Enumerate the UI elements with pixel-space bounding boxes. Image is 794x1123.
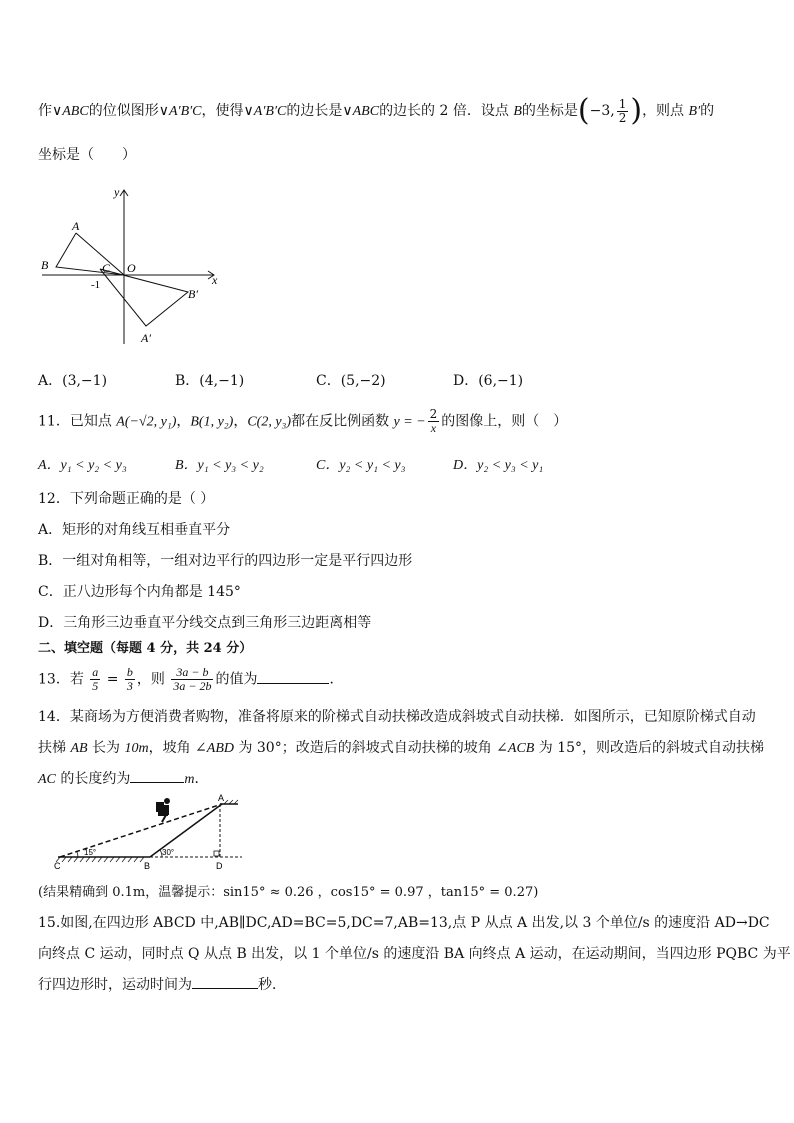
q10-text: ，使得	[201, 103, 244, 119]
left-paren: (	[577, 93, 590, 128]
triangle-abc-prime: ∨A′B′C	[158, 104, 202, 119]
label-y: y	[114, 185, 120, 199]
person-icon	[156, 798, 170, 822]
angle-abd: ∠ABD	[195, 741, 234, 756]
q10-stem-line2: 坐标是（ ）	[38, 147, 136, 163]
period: ．	[329, 671, 344, 688]
q15-line2: 向终点 C 运动，同时点 Q 从点 B 出发，以 1 个单位/s 的速度沿 BA 向终点 A 运动，在运动期间，当四边形 PQBC 为平	[38, 946, 791, 962]
q13-text: ，则	[136, 671, 170, 688]
point-b-prime: B′	[688, 104, 701, 119]
unit-m: m	[184, 772, 195, 787]
triangle-abc: ∨ABC	[52, 104, 89, 119]
label-a: A	[72, 219, 80, 233]
right-paren: )	[630, 93, 643, 128]
point-a: A(−√2, y₁)	[116, 414, 177, 430]
q12-option-c[interactable]: C．正八边形每个内角都是 145°	[38, 584, 241, 600]
separator: ，	[176, 413, 191, 430]
label-b: B	[41, 258, 49, 272]
segment-ab: AB	[70, 741, 88, 756]
label-b: B	[144, 861, 151, 871]
angle-acb: ∠ACB	[496, 741, 535, 756]
q10-coordinate-figure	[36, 184, 226, 346]
q10-text: 的位似图形	[88, 103, 159, 119]
q14-text: 扶梯	[38, 740, 71, 756]
triangle-abc-shape	[56, 233, 124, 275]
label-angle-30: 30°	[162, 848, 175, 857]
label-b-prime: B′	[188, 287, 198, 301]
q15-text: 秒．	[258, 977, 286, 993]
period: ．	[194, 771, 209, 787]
q10-option-b[interactable]: B．(4,−1)	[175, 373, 245, 389]
q10-stem-line1	[38, 93, 715, 128]
q10-text: 的边长是	[286, 103, 343, 119]
label-o: O	[127, 261, 136, 275]
q12-option-b[interactable]: B．一组对角相等，一组对边平行的四边形一定是平行四边形	[38, 553, 413, 569]
q11-text: 11．已知点	[38, 413, 117, 430]
q10-text: 的	[700, 103, 715, 119]
q11-option-b[interactable]: B．y₁ < y₃ < y₂	[175, 458, 264, 473]
q10-text: ，则点	[642, 103, 689, 119]
q14-escalator-figure	[52, 792, 248, 872]
q14-text: 长为	[87, 740, 125, 756]
triangle-abc-prime-shape	[100, 269, 188, 326]
q10-option-d[interactable]: D．(6,−1)	[453, 373, 524, 389]
label-c: C	[54, 861, 61, 871]
separator: ，	[233, 413, 248, 430]
point-b: B(1, y₂)	[190, 414, 234, 430]
q11-text: 的图像上，则（ ）	[441, 413, 568, 430]
fraction-b-over-3: $\frac{b}{3}$	[126, 665, 133, 693]
q10-text: 的边长的 2 倍．设点	[379, 103, 514, 119]
fraction-expression: $\frac{3a - b}{3a - 2b}$	[173, 665, 212, 693]
q14-text: 为 15°，则改造后的斜坡式自动扶梯	[534, 740, 765, 756]
q10-option-c[interactable]: C．(5,−2)	[316, 373, 386, 389]
length-value: 10m	[124, 741, 149, 756]
q11-option-d[interactable]: D．y₂ < y₃ < y₁	[453, 458, 544, 473]
q13-text: 的值为	[215, 671, 258, 688]
q14-answer-blank[interactable]	[130, 770, 184, 783]
q11-text: 都在反比例函数	[291, 413, 394, 430]
q14-line1: 14．某商场为方便消费者购物，准备将原来的阶梯式自动扶梯改造成斜坡式自动扶梯．如图所示，已知原阶梯式自动	[38, 709, 756, 725]
q10-text: 的坐标是	[521, 103, 578, 119]
q14-text: 的长度约为	[55, 771, 131, 787]
q11-stem	[38, 408, 567, 435]
q12-option-d[interactable]: D．三角形三边垂直平分线交点到三角形三边距离相等	[38, 615, 372, 631]
q11-option-c[interactable]: C．y₂ < y₁ < y₃	[316, 458, 406, 473]
q15-answer-blank[interactable]	[192, 976, 258, 989]
point-c: C(2, y₃)	[247, 414, 292, 430]
right-angle-mark	[214, 851, 219, 856]
fraction-a-over-5: $\frac{a}{5}$	[92, 665, 99, 693]
q13-stem	[38, 666, 343, 693]
label-c: C	[102, 261, 111, 275]
q14-line2	[38, 739, 764, 758]
coord-b-fraction: $\frac{1}{2}$	[618, 96, 627, 125]
triangle-abc-prime: ∨A′B′C	[243, 104, 287, 119]
q13-text: 13．若	[38, 671, 89, 688]
segment-ac: AC	[38, 772, 56, 787]
equals: =	[102, 671, 123, 688]
triangle-abc: ∨ABC	[342, 104, 380, 119]
label-a: A	[218, 793, 225, 803]
label-x: x	[212, 273, 218, 287]
q15-line1: 15.如图,在四边形 ABCD 中,AB∥DC,AD=BC=5,DC=7,AB=13,点 P 从点 A 出发,以 3 个单位/s 的速度沿 AD→DC	[38, 915, 770, 931]
q10-text: 作	[38, 103, 52, 119]
q15-text: 行四边形时，运动时间为	[38, 977, 192, 993]
tick-minus-one: -1	[91, 279, 101, 291]
q14-text: ，坡角	[148, 740, 196, 756]
q11-option-a[interactable]: A．y₁ < y₂ < y₃	[38, 458, 127, 473]
q12-option-a[interactable]: A．矩形的对角线互相垂直平分	[38, 522, 231, 538]
q12-stem: 12．下列命题正确的是（ ）	[38, 491, 215, 507]
function-fraction: $\frac{2}{x}$	[429, 407, 438, 435]
section-heading: 二、填空题（每题 4 分，共 24 分）	[38, 641, 253, 656]
label-d: D	[216, 861, 223, 871]
q14-line3	[38, 770, 208, 789]
q13-answer-blank[interactable]	[257, 671, 329, 684]
q10-option-a[interactable]: A．(3,−1)	[38, 373, 108, 389]
q15-line3	[38, 976, 286, 994]
coord-b-x: −3,	[589, 103, 615, 119]
label-a-prime: A′	[141, 331, 151, 345]
q14-text: 为 30°；改造后的斜坡式自动扶梯的坡角	[234, 740, 497, 756]
function-expr: y = −	[393, 414, 426, 430]
q14-hint: (结果精确到 0.1m，温馨提示：sin15° ≈ 0.26 ，cos15° = 0.97 ，tan15° = 0.27)	[38, 885, 539, 900]
label-angle-15: 15°	[84, 848, 97, 857]
point-b: B	[513, 104, 522, 119]
